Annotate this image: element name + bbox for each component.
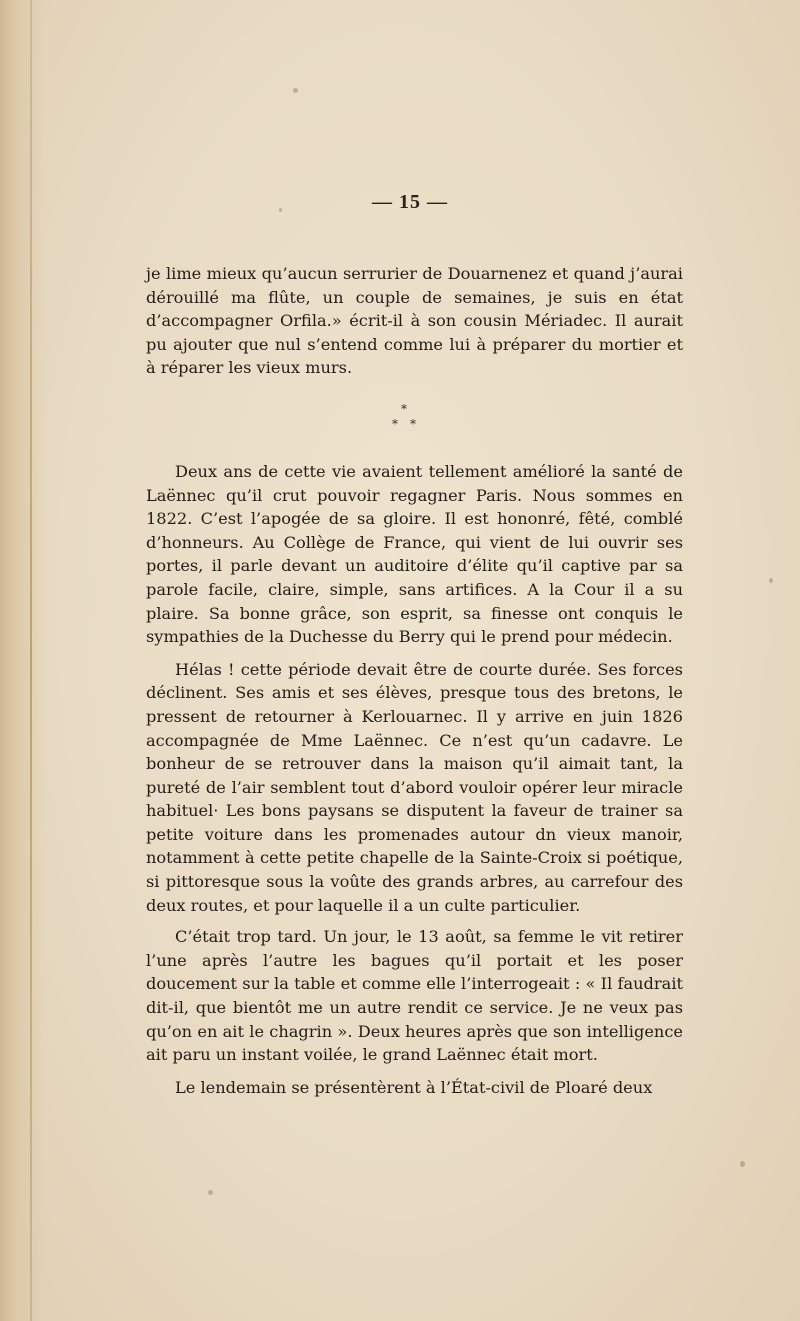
page-binding-line <box>30 0 32 1321</box>
paper-spot <box>279 208 282 212</box>
paper-spot <box>208 1190 213 1195</box>
asterism-star: * <box>401 401 407 416</box>
page-number: — 15 — <box>372 191 448 213</box>
paragraph-continuation: je lime mieux qu’aucun serrurier de Douarnenez et quand j’aurai dérouillé ma flûte, un couple de semaines, je suis en état d’accompagner Orfila.» écrit-il à son cousin Mériadec. Il aurait pu ajouter que nul s’entend comme lui à préparer du mortier et à réparer les vieux murs. <box>146 264 683 378</box>
paper-spot <box>769 578 773 583</box>
body-text <box>146 262 683 1099</box>
asterism-star: * <box>410 416 416 431</box>
paragraph: Hélas ! cette période devait être de courte durée. Ses forces déclinent. Ses amis et ses élèves, presque tous des bretons, le pressent de retourner à Kerlouarnec. Il y arrive en juin 1826 accompagnée de Mme Laënnec. Ce n’est qu’un cadavre. Le bonheur de se retrouver dans la maison qu’il aimait tant, la pureté de l’air semblent tout d’abord vouloir opérer leur miracle habituel· Les bons paysans se disputent la faveur de trainer sa petite voiture dans les promenades autour dn vieux manoir, notamment à cette petite chapelle de la Sainte-Croix si poétique, si pittoresque sous la voûte des grands arbres, au carrefour des deux routes, et pour laquelle il a un culte particulier. <box>146 659 683 915</box>
paragraph-last-line: Le lendemain se présentèrent à l’État-civil de Ploaré deux <box>175 1077 653 1097</box>
section-break-asterism <box>146 380 683 460</box>
asterism-star: * <box>392 416 398 431</box>
page-binding-shadow <box>0 0 46 1321</box>
paragraph: C’était trop tard. Un jour, le 13 août, sa femme le vit retirer l’une après l’autre les bagues qu’il portait et les poser doucement sur la table et comme elle l’interrogeait : « Il faudrait dit-il, que bientôt me un autre rendit ce service. Je ne veux pas qu’on en ait le chagrin ». Deux heures après que son intelligence ait paru un instant voilée, le grand Laënnec était mort. <box>146 927 683 1065</box>
paragraph: Deux ans de cette vie avaient tellement amélioré la santé de Laënnec qu’il crut pouvoir regagner Paris. Nous sommes en 1822. C’est l’apogée de sa gloire. Il est hononré, fêté, comblé d’honneurs. Au Collège de France, qui vient de lui ouvrir ses portes, il parle devant un auditoire d’élite qu’il captive par sa parole facile, claire, simple, sans artifices. A la Cour il a su plaire. Sa bonne grâce, son esprit, sa finesse ont conquis le sympathies de la Duchesse du Berry qui le prend pour médecin. <box>146 461 683 647</box>
paper-spot <box>293 88 298 93</box>
paper-spot <box>740 1161 745 1167</box>
